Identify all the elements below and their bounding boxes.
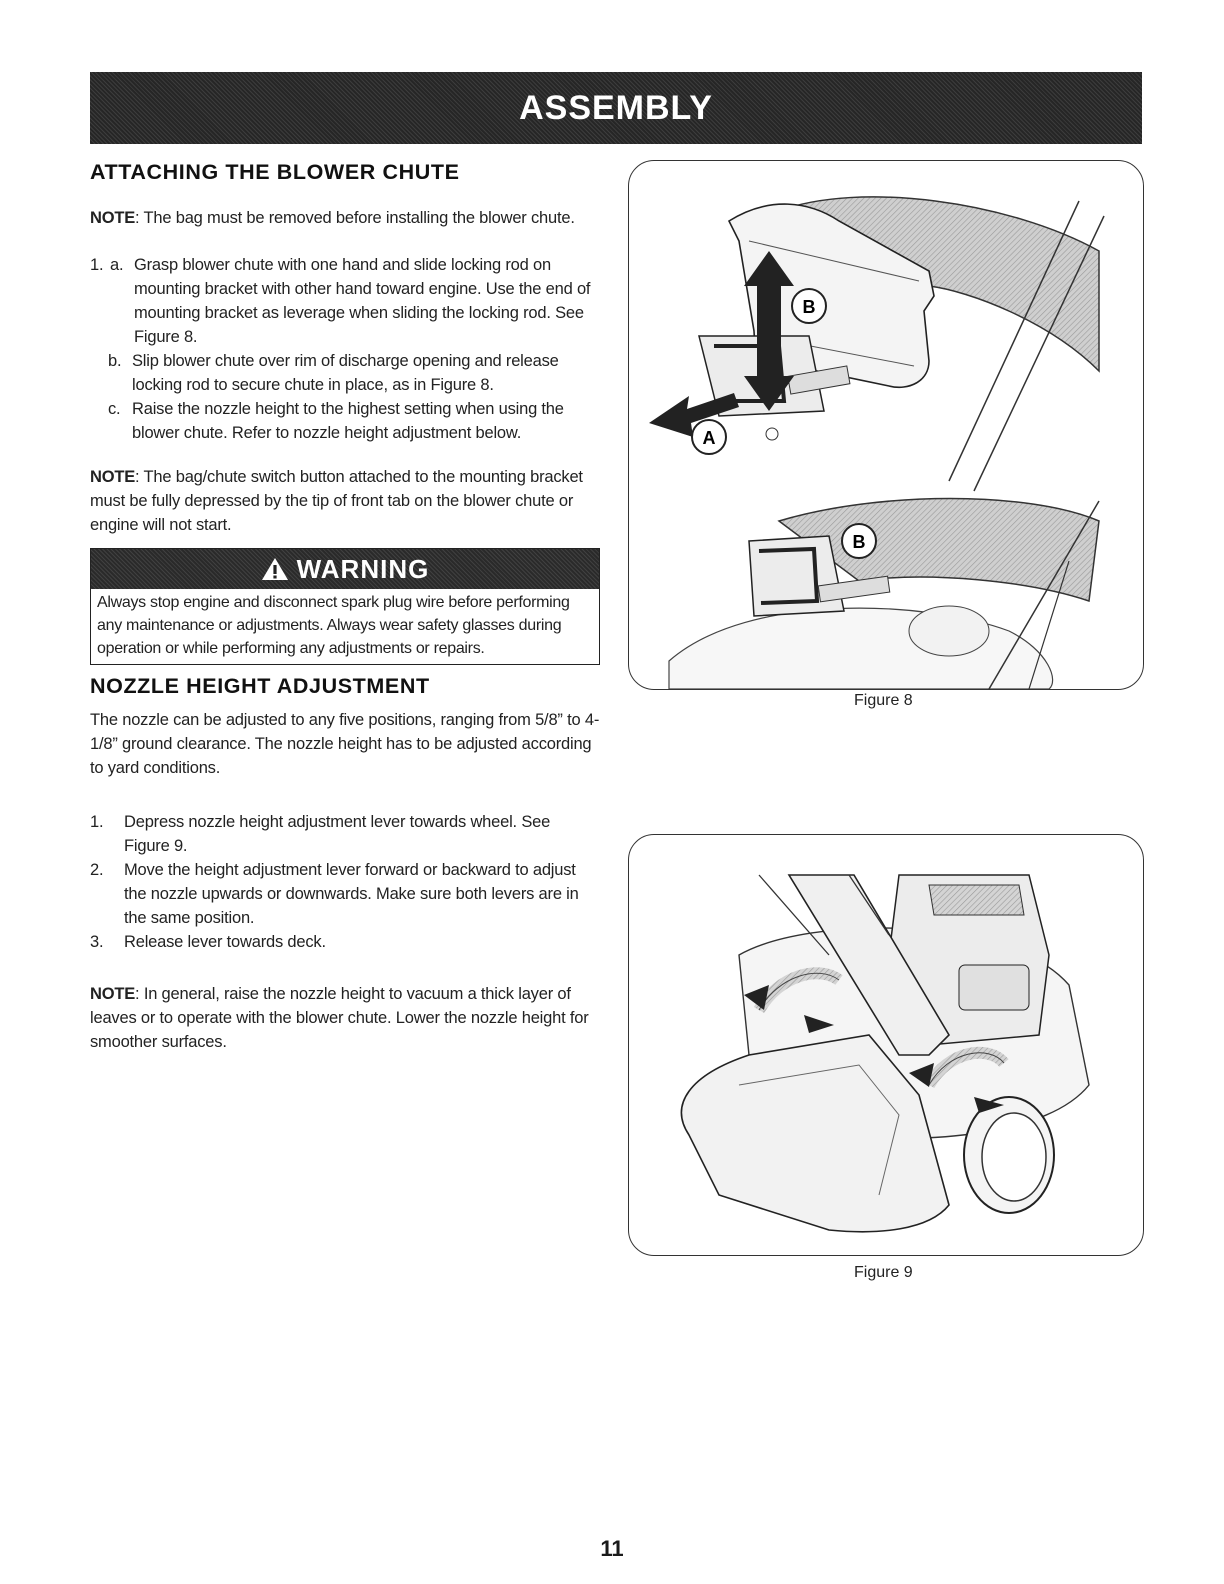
section-banner <box>90 72 1142 144</box>
callout-a-label: A <box>702 428 716 448</box>
list-item <box>90 810 600 858</box>
callout-b-label-2: B <box>852 532 866 552</box>
step-text: Slip blower chute over rim of discharge opening and release locking rod to secure chute in place, as in Figure 8. <box>132 352 559 394</box>
nozzle-intro <box>90 708 600 780</box>
figure-8-caption: Figure 8 <box>854 692 913 709</box>
warning-triangle-icon <box>261 557 289 581</box>
list-item <box>90 397 606 445</box>
step-text: Depress nozzle height adjustment lever towards wheel. See Figure 9. <box>124 813 551 855</box>
warning-text: Always stop engine and disconnect spark plug wire before performing any maintenance or adjustments. Always wear safety glasses during operation or while performing any adjustments or repairs. <box>97 594 570 657</box>
note-text: : The bag must be removed before installing the blower chute. <box>135 209 575 227</box>
callout-b-label: B <box>802 297 816 317</box>
step-number: 2. <box>90 861 104 879</box>
note-label: NOTE <box>90 985 136 1003</box>
list-item <box>90 349 606 397</box>
step-marker: b. <box>108 352 122 370</box>
warning-title: WARNING <box>296 553 430 584</box>
note-label: NOTE <box>90 209 136 227</box>
heading-nozzle-height-adjustment: NOZZLE HEIGHT ADJUSTMENT <box>90 674 430 698</box>
step-text: Raise the nozzle height to the highest setting when using the blower chute. Refer to nozzle height adjustment below. <box>132 400 564 442</box>
step-text: Move the height adjustment lever forward or backward to adjust the nozzle upwards or downwards. Make sure both levers are in the same position. <box>124 861 579 927</box>
nozzle-steps <box>90 810 600 954</box>
warning-box <box>90 548 600 665</box>
warning-header <box>91 549 599 589</box>
note-bag-removed <box>90 206 610 230</box>
note-text: : The bag/chute switch button attached to the mounting bracket must be fully depressed by the tip of front tab on the blower chute or engine will not start. <box>90 468 583 534</box>
step-number: 1. <box>90 256 104 274</box>
note-label: NOTE <box>90 468 136 486</box>
heading-attaching-blower-chute: ATTACHING THE BLOWER CHUTE <box>90 160 460 184</box>
note-switch-button <box>90 465 602 537</box>
page-number: 11 <box>600 1536 624 1561</box>
step-text: Grasp blower chute with one hand and slide locking rod on mounting bracket with other hand toward engine. Use the end of mounting bracket as leverage when sliding the locking rod. See Figure 8. <box>134 256 591 346</box>
intro-text: The nozzle can be adjusted to any five positions, ranging from 5/8” to 4-1/8” ground clearance. The nozzle height has to be adjusted according to yard conditions. <box>90 711 600 777</box>
note-text: : In general, raise the nozzle height to vacuum a thick layer of leaves or to operate with the blower chute. Lower the nozzle height for smoother surfaces. <box>90 985 589 1051</box>
step-text: Release lever towards deck. <box>124 933 326 951</box>
step-marker: a. <box>110 256 124 274</box>
list-item <box>90 253 606 349</box>
figure-9-caption: Figure 9 <box>854 1264 913 1281</box>
step-number: 3. <box>90 933 104 951</box>
list-item <box>90 858 600 930</box>
list-item <box>90 930 600 954</box>
figure-8 <box>628 160 1144 690</box>
blower-chute-steps <box>90 253 606 445</box>
figure-8-illustration <box>629 161 1143 689</box>
figure-9 <box>628 834 1144 1256</box>
figure-9-illustration <box>629 835 1143 1255</box>
banner-title: ASSEMBLY <box>519 88 713 127</box>
step-marker: c. <box>108 400 121 418</box>
note-nozzle-height <box>90 982 602 1054</box>
step-number: 1. <box>90 813 104 831</box>
